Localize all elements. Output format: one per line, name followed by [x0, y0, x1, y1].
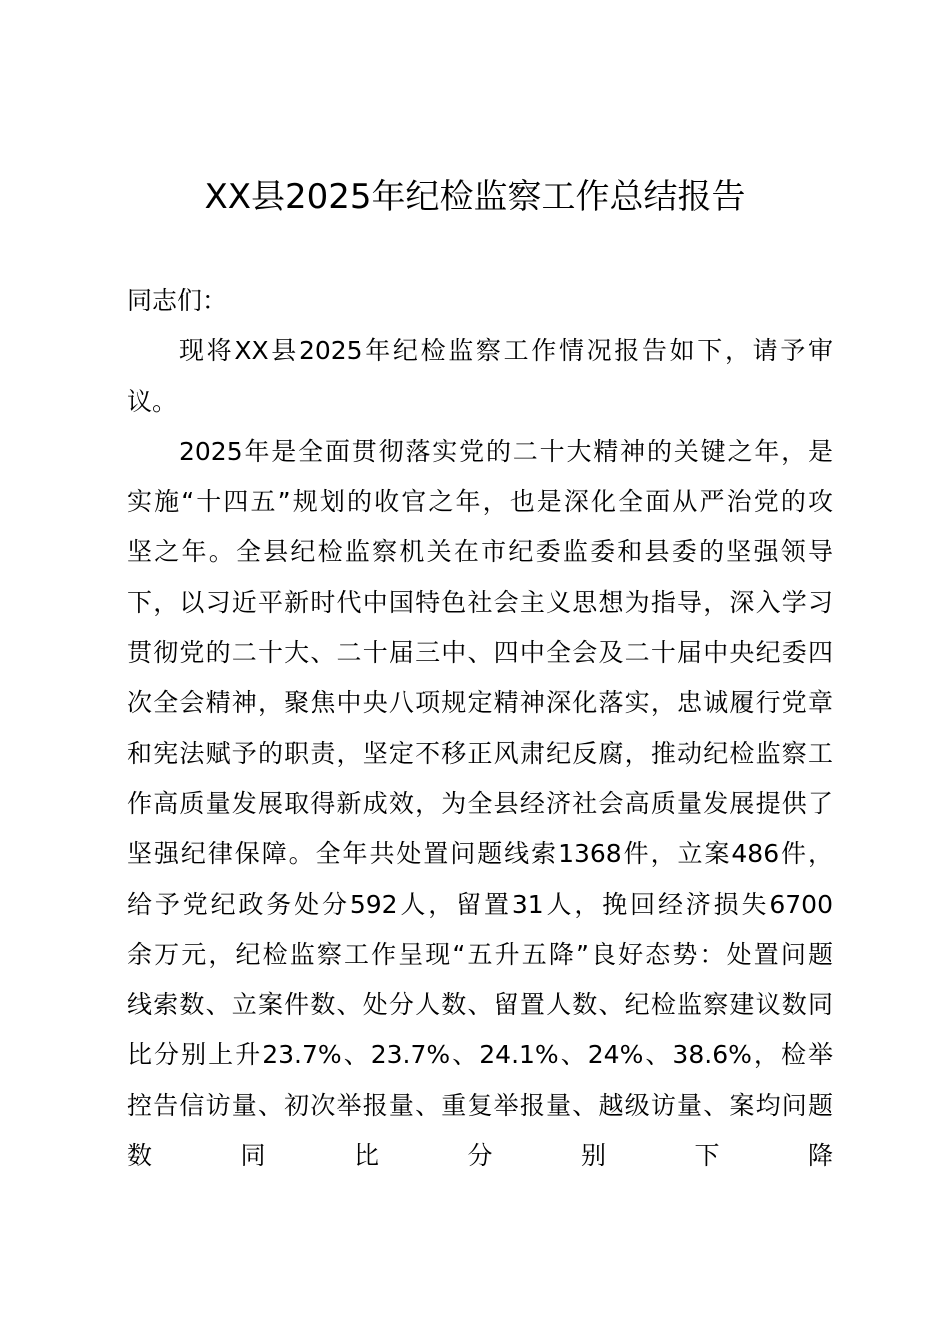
- paragraph-line: 线索数、立案件数、处分人数、留置人数、纪检监察建议数同: [127, 990, 833, 1020]
- paragraph-line: 实施“十四五”规划的收官之年，也是深化全面从严治党的攻: [127, 487, 833, 517]
- paragraph-line: 数同比分别下降: [127, 1141, 833, 1171]
- paragraph-line: 现将XX县2025年纪检监察工作情况报告如下，请予审: [179, 336, 833, 366]
- paragraph-line: 作高质量发展取得新成效，为全县经济社会高质量发展提供了: [127, 788, 833, 818]
- salutation: 同志们：: [127, 286, 228, 315]
- paragraph-line: 次全会精神，聚焦中央八项规定精神深化落实，忠诚履行党章: [127, 688, 833, 718]
- paragraph-line: 议。: [127, 386, 178, 416]
- paragraph-line: 给予党纪政务处分592人，留置31人，挽回经济损失6700: [127, 889, 833, 919]
- paragraph-line: 余万元，纪检监察工作呈现“五升五降”良好态势：处置问题: [127, 939, 833, 969]
- paragraph-line: 控告信访量、初次举报量、重复举报量、越级访量、案均问题: [127, 1090, 833, 1120]
- paragraph-line: 贯彻党的二十大、二十届三中、四中全会及二十届中央纪委四: [127, 638, 833, 668]
- paragraph-line: 坚强纪律保障。全年共处置问题线索1368件，立案486件，: [127, 839, 833, 869]
- document-title: XX县2025年纪检监察工作总结报告: [204, 177, 746, 217]
- paragraph-line: 坚之年。全县纪检监察机关在市纪委监委和县委的坚强领导: [127, 537, 833, 567]
- paragraph-line: 2025年是全面贯彻落实党的二十大精神的关键之年，是: [179, 436, 833, 466]
- paragraph-line: 和宪法赋予的职责，坚定不移正风肃纪反腐，推动纪检监察工: [127, 738, 833, 768]
- paragraph-line: 下，以习近平新时代中国特色社会主义思想为指导，深入学习: [127, 587, 833, 617]
- document-body: [127, 276, 833, 1181]
- paragraph-line: 比分别上升23.7%、23.7%、24.1%、24%、38.6%，检举: [127, 1040, 833, 1070]
